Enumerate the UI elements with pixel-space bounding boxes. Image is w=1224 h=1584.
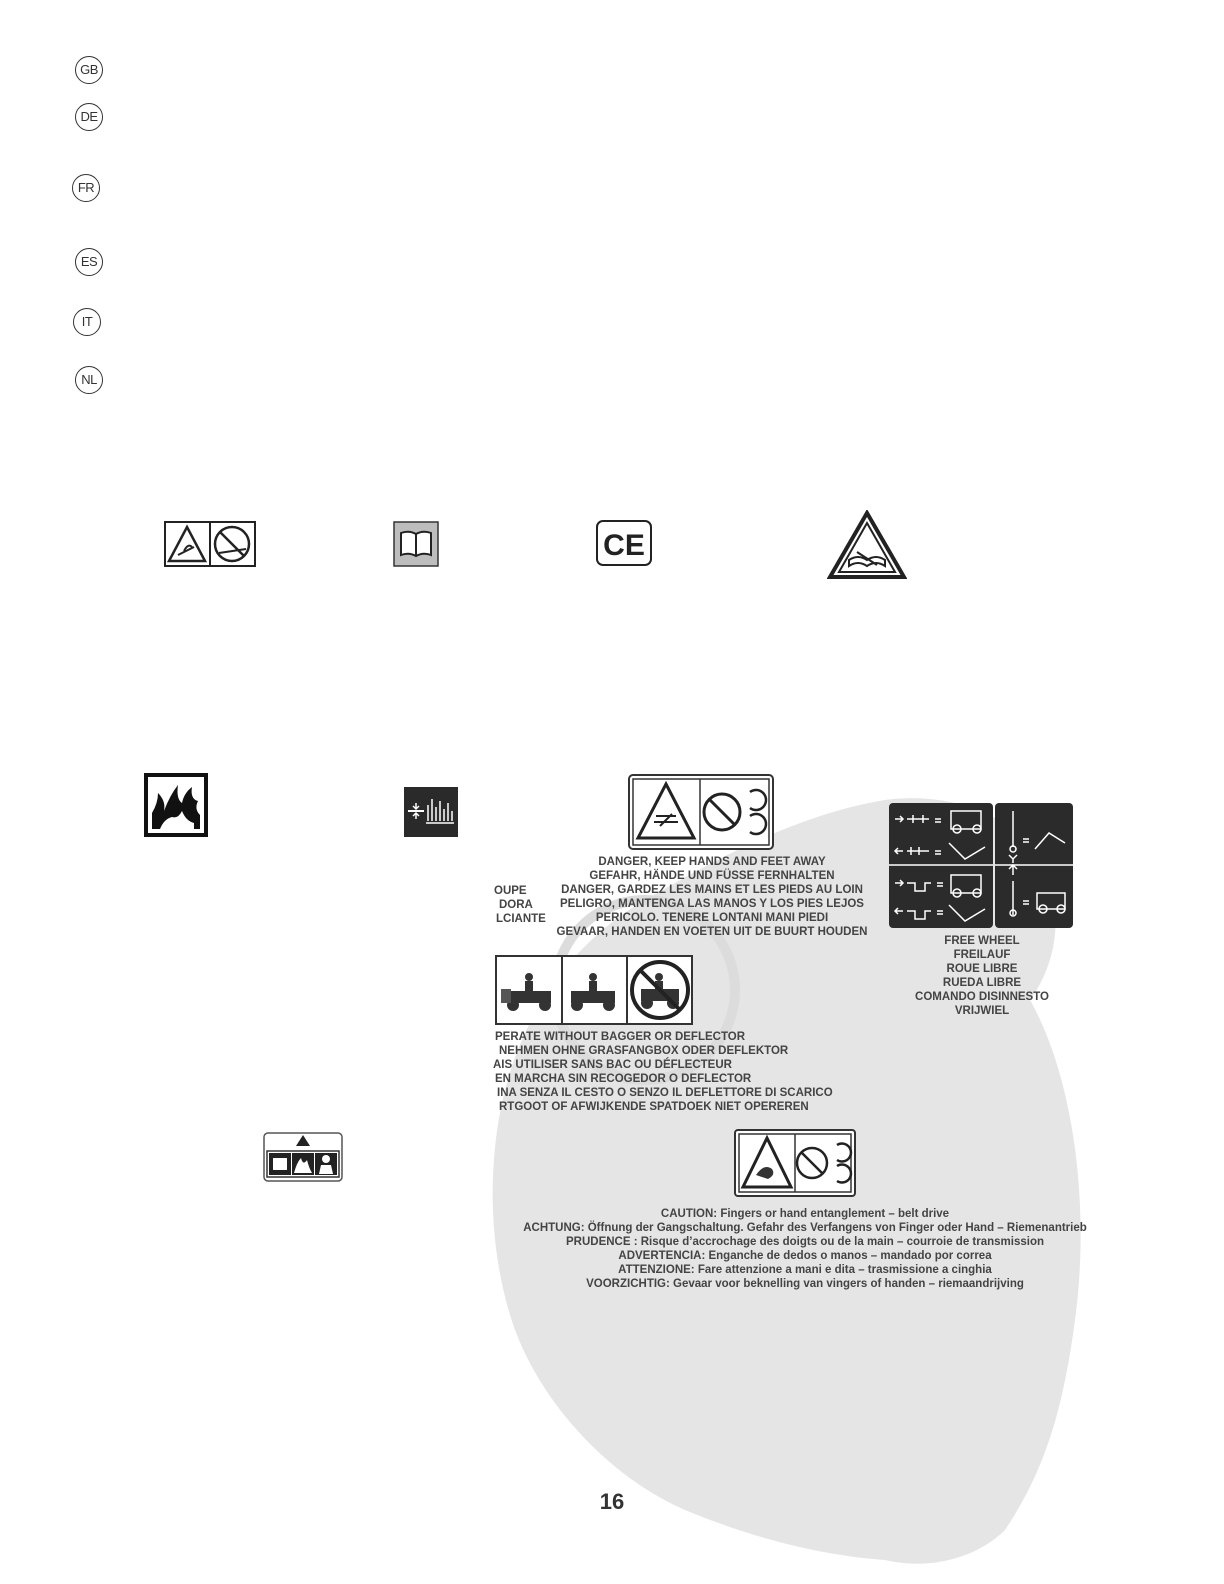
bagger-label-text: [493, 1030, 873, 1114]
bagger-line: INA SENZA IL CESTO O SENZO IL DEFLETTORE DI SCARICO: [497, 1087, 833, 1099]
manual-book-icon: [393, 521, 439, 567]
danger-line: PELIGRO, MANTENGA LAS MANOS Y LOS PIES LEJOS: [560, 898, 864, 910]
danger-line: GEFAHR, HÄNDE UND FÜSSE FERNHALTEN: [589, 870, 835, 882]
svg-text:CE: CE: [603, 529, 645, 562]
caution-line: ATTENZIONE: Fare attenzione a mani e dita – trasmissione a cinghia: [618, 1264, 992, 1276]
ce-mark-icon: [596, 520, 652, 566]
page-number: 16: [599, 1489, 625, 1514]
freewheel-line: ROUE LIBRE: [946, 963, 1018, 975]
cutting-height-icon: [404, 787, 458, 837]
lang-badge-fr: FR: [72, 174, 100, 202]
bagger-line: EN MARCHA SIN RECOGEDOR O DEFLECTOR: [495, 1073, 752, 1085]
hazard-decal-icon: [263, 1132, 343, 1182]
belt-caution-icon: [734, 1129, 856, 1197]
caution-label-text: [505, 1207, 1105, 1291]
caution-line: VOORZICHTIG: Gevaar voor beknelling van vingers of handen – riemaandrijving: [586, 1278, 1024, 1290]
danger-side-line: LCIANTE: [496, 913, 546, 925]
lang-badge-gb: GB: [75, 56, 103, 84]
lang-badge-it: IT: [73, 308, 101, 336]
danger-side-line: DORA: [499, 899, 533, 911]
lang-badge-de: DE: [75, 103, 103, 131]
bagger-line: RTGOOT OF AFWIJKENDE SPATDOEK NIET OPEREREN: [499, 1101, 809, 1113]
bagger-line: NEHMEN OHNE GRASFANGBOX ODER DEFLEKTOR: [499, 1045, 789, 1057]
freewheel-line: VRIJWIEL: [954, 1005, 1010, 1017]
bagger-line: PERATE WITHOUT BAGGER OR DEFLECTOR: [495, 1031, 746, 1043]
caution-line: PRUDENCE : Risque d’accrochage des doigts ou de la main – courroie de transmission: [565, 1236, 1044, 1248]
caution-line: ADVERTENCIA: Enganche de dedos o manos – mandado por correa: [618, 1250, 992, 1262]
danger-blade-icon: [628, 774, 774, 850]
danger-side-text: [494, 884, 546, 926]
lang-badge-nl: NL: [75, 366, 103, 394]
slope-warning-icon: [164, 521, 256, 567]
freewheel-line: RUEDA LIBRE: [942, 977, 1022, 989]
fire-icon: [144, 773, 208, 837]
danger-line: GEVAAR, HANDEN EN VOETEN UIT DE BUURT HOUDEN: [556, 926, 868, 938]
danger-line: PERICOLO. TENERE LONTANI MANI PIEDI: [595, 912, 829, 924]
caution-line: ACHTUNG: Öffnung der Gangschaltung. Gefahr des Verfangens von Finger oder Hand – Riemenantrieb: [523, 1222, 1087, 1234]
danger-side-line: OUPE: [494, 885, 527, 897]
danger-label-text: [548, 855, 876, 939]
caution-line: CAUTION: Fingers or hand entanglement – belt drive: [660, 1208, 950, 1220]
lang-badge-es: ES: [75, 248, 103, 276]
read-manual-warning-icon: [827, 510, 907, 580]
danger-line: DANGER, KEEP HANDS AND FEET AWAY: [598, 856, 826, 868]
freewheel-line: FREILAUF: [953, 949, 1011, 961]
freewheel-diagram-icon: [889, 803, 1073, 928]
freewheel-line: FREE WHEEL: [944, 935, 1020, 947]
freewheel-line: COMANDO DISINNESTO: [915, 991, 1049, 1003]
danger-line: DANGER, GARDEZ LES MAINS ET LES PIEDS AU LOIN: [561, 884, 863, 896]
no-bagger-icon: [495, 955, 693, 1025]
freewheel-label-text: [892, 934, 1072, 1018]
bagger-line: AIS UTILISER SANS BAC OU DÉFLECTEUR: [493, 1059, 732, 1071]
